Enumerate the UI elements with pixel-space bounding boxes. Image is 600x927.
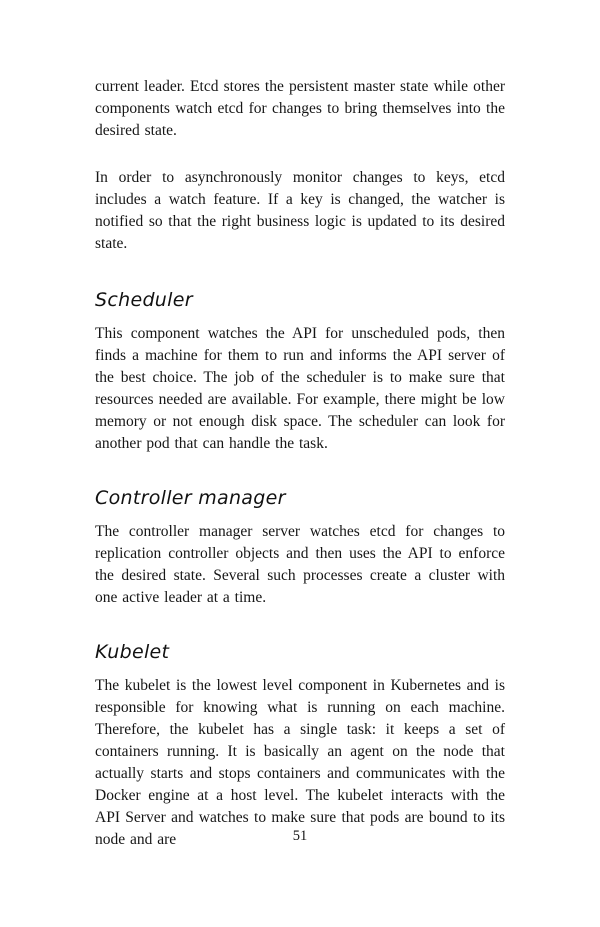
paragraph-etcd-watch: In order to asynchronously monitor changes to keys, etcd includes a watch feature. If a key is changed, the watcher is notified so that the right business logic is updated to its desired state. [95, 169, 505, 252]
paragraph-etcd-state: current leader. Etcd stores the persistent master state while other components watch etcd for changes to bring themselves into the desired state. [95, 78, 505, 139]
paragraph-controller-manager: The controller manager server watches etcd for changes to replication controller objects and then uses the API to enforce the desired state. Several such processes create a cluster with one active leader at a time. [95, 523, 505, 606]
text-block [95, 76, 505, 876]
section-heading-scheduler: Scheduler [95, 289, 193, 311]
paragraph-kubelet: The kubelet is the lowest level component in Kubernetes and is responsible for knowing what is running on each machine. Therefore, the kubelet has a single task: it keeps a set of containers running. It is basically an agent on the node that actually starts and stops containers and communicates with the Docker engine at a host level. The kubelet interacts with the API Server and watches to make sure that pods are bound to its node and are [95, 677, 505, 848]
page-number: 51 [292, 828, 308, 844]
section-heading-controller-manager: Controller manager [95, 487, 286, 509]
section-heading-kubelet: Kubelet [95, 641, 170, 663]
paragraph-scheduler: This component watches the API for unscheduled pods, then finds a machine for them to run and informs the API server of the best choice. The job of the scheduler is to make sure that resources needed are available. For example, there might be low memory or not enough disk space. The scheduler can look for another pod that can handle the task. [95, 325, 505, 452]
